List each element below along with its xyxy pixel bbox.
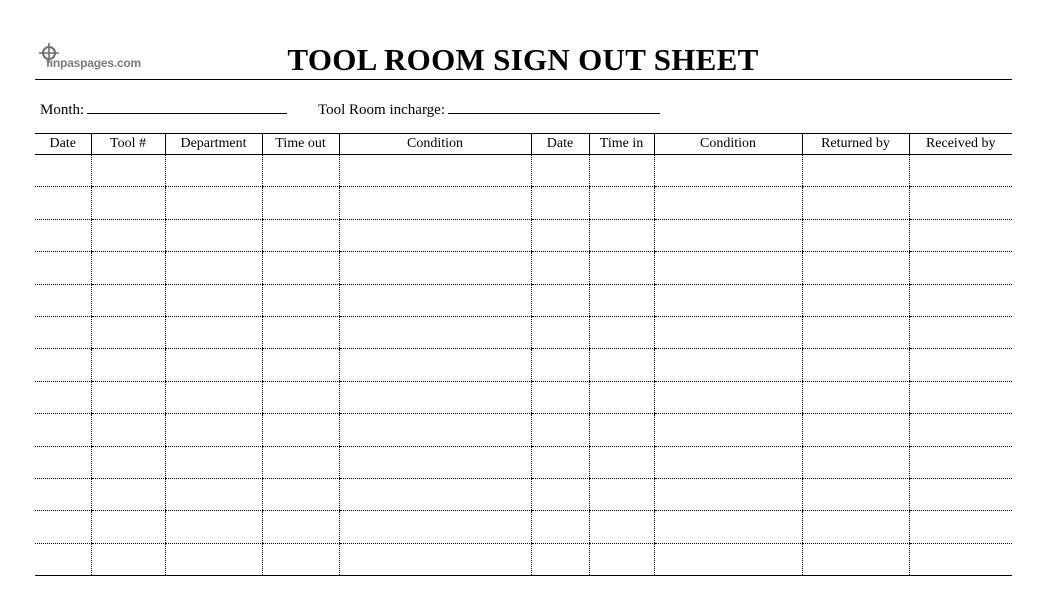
page-title: TOOL ROOM SIGN OUT SHEET <box>287 42 759 77</box>
table-cell[interactable] <box>35 349 91 381</box>
table-cell[interactable] <box>35 446 91 478</box>
table-cell[interactable] <box>35 511 91 543</box>
table-cell[interactable] <box>339 478 531 510</box>
table-cell[interactable] <box>339 381 531 413</box>
table-cell[interactable] <box>339 543 531 575</box>
table-cell[interactable] <box>802 446 909 478</box>
table-cell[interactable] <box>909 316 1012 348</box>
table-cell[interactable] <box>802 316 909 348</box>
table-cell[interactable] <box>339 349 531 381</box>
table-cell[interactable] <box>165 155 262 187</box>
table-body <box>35 155 1012 576</box>
table-cell[interactable] <box>165 219 262 251</box>
table-cell[interactable] <box>35 478 91 510</box>
table-cell[interactable] <box>909 446 1012 478</box>
title-divider <box>35 79 1012 80</box>
column-header-condition-out: Condition <box>339 134 531 155</box>
table-cell[interactable] <box>339 511 531 543</box>
table-cell[interactable] <box>35 155 91 187</box>
table-cell[interactable] <box>91 155 165 187</box>
table-cell[interactable] <box>531 381 589 413</box>
table-cell[interactable] <box>165 187 262 219</box>
table-cell[interactable] <box>531 511 589 543</box>
table-cell[interactable] <box>262 414 339 446</box>
table-cell[interactable] <box>339 446 531 478</box>
table-cell[interactable] <box>909 349 1012 381</box>
table-cell[interactable] <box>802 543 909 575</box>
month-blank-line[interactable] <box>87 99 287 114</box>
table-cell[interactable] <box>802 252 909 284</box>
table-cell[interactable] <box>589 511 654 543</box>
column-header-time-in: Time in <box>589 134 654 155</box>
table-cell[interactable] <box>165 381 262 413</box>
table-row <box>35 446 1012 478</box>
table-cell[interactable] <box>91 446 165 478</box>
table-cell[interactable] <box>589 381 654 413</box>
table-cell[interactable] <box>262 381 339 413</box>
table-cell[interactable] <box>339 252 531 284</box>
table-cell[interactable] <box>165 252 262 284</box>
column-header-date-in: Date <box>531 134 589 155</box>
table-cell[interactable] <box>91 349 165 381</box>
table-cell[interactable] <box>654 252 802 284</box>
table-cell[interactable] <box>654 187 802 219</box>
table-cell[interactable] <box>35 381 91 413</box>
table-cell[interactable] <box>654 381 802 413</box>
table-cell[interactable] <box>802 381 909 413</box>
table-cell[interactable] <box>909 284 1012 316</box>
table-cell[interactable] <box>531 478 589 510</box>
table-cell[interactable] <box>165 478 262 510</box>
table-cell[interactable] <box>802 511 909 543</box>
table-cell[interactable] <box>654 414 802 446</box>
table-cell[interactable] <box>35 543 91 575</box>
table-cell[interactable] <box>802 414 909 446</box>
table-cell[interactable] <box>91 284 165 316</box>
column-header-tool-number: Tool # <box>91 134 165 155</box>
table-cell[interactable] <box>339 284 531 316</box>
incharge-label: Tool Room incharge: <box>318 102 445 118</box>
table-cell[interactable] <box>654 543 802 575</box>
table-cell[interactable] <box>802 284 909 316</box>
table-cell[interactable] <box>589 316 654 348</box>
incharge-blank-line[interactable] <box>448 99 660 114</box>
sign-out-table <box>35 133 1012 576</box>
table-cell[interactable] <box>262 478 339 510</box>
header-row <box>35 134 1012 155</box>
table-row <box>35 543 1012 575</box>
table-cell[interactable] <box>589 252 654 284</box>
table-cell[interactable] <box>654 155 802 187</box>
table-cell[interactable] <box>531 219 589 251</box>
table-cell[interactable] <box>165 316 262 348</box>
column-header-date-out: Date <box>35 134 91 155</box>
table-cell[interactable] <box>802 478 909 510</box>
table-cell[interactable] <box>91 478 165 510</box>
table-cell[interactable] <box>91 219 165 251</box>
table-cell[interactable] <box>531 414 589 446</box>
table-cell[interactable] <box>262 252 339 284</box>
table-cell[interactable] <box>802 187 909 219</box>
column-header-department: Department <box>165 134 262 155</box>
column-header-returned-by: Returned by <box>802 134 909 155</box>
table-cell[interactable] <box>589 414 654 446</box>
table-cell[interactable] <box>802 155 909 187</box>
table-cell[interactable] <box>91 511 165 543</box>
table-cell[interactable] <box>654 511 802 543</box>
table-row <box>35 478 1012 510</box>
table-cell[interactable] <box>165 414 262 446</box>
table-cell[interactable] <box>589 155 654 187</box>
table-cell[interactable] <box>654 284 802 316</box>
incharge-field[interactable] <box>318 99 660 119</box>
table-cell[interactable] <box>909 381 1012 413</box>
table-cell[interactable] <box>531 446 589 478</box>
table-cell[interactable] <box>909 414 1012 446</box>
table-cell[interactable] <box>802 349 909 381</box>
table-cell[interactable] <box>262 187 339 219</box>
table-cell[interactable] <box>339 187 531 219</box>
table-row <box>35 219 1012 251</box>
table-row <box>35 349 1012 381</box>
table-cell[interactable] <box>531 349 589 381</box>
table-cell[interactable] <box>262 316 339 348</box>
table-cell[interactable] <box>531 284 589 316</box>
table-cell[interactable] <box>165 543 262 575</box>
table-cell[interactable] <box>589 446 654 478</box>
table-cell[interactable] <box>91 543 165 575</box>
table-cell[interactable] <box>91 414 165 446</box>
month-field[interactable] <box>40 99 287 119</box>
table-cell[interactable] <box>531 187 589 219</box>
table-cell[interactable] <box>262 219 339 251</box>
column-header-received-by: Received by <box>909 134 1012 155</box>
table-cell[interactable] <box>262 543 339 575</box>
logo-text: finpaspages.com <box>46 56 142 70</box>
table-cell[interactable] <box>35 219 91 251</box>
table-cell[interactable] <box>531 155 589 187</box>
table-cell[interactable] <box>35 252 91 284</box>
table-cell[interactable] <box>589 478 654 510</box>
column-header-time-out: Time out <box>262 134 339 155</box>
table-cell[interactable] <box>165 511 262 543</box>
table-cell[interactable] <box>262 446 339 478</box>
table-cell[interactable] <box>35 187 91 219</box>
table-cell[interactable] <box>909 252 1012 284</box>
table-cell[interactable] <box>91 316 165 348</box>
table-cell[interactable] <box>165 284 262 316</box>
table-cell[interactable] <box>262 284 339 316</box>
month-label: Month: <box>40 102 85 118</box>
table-cell[interactable] <box>339 155 531 187</box>
table-row <box>35 316 1012 348</box>
table-cell[interactable] <box>654 316 802 348</box>
table-row <box>35 284 1012 316</box>
table-cell[interactable] <box>909 511 1012 543</box>
table-cell[interactable] <box>589 349 654 381</box>
table-cell[interactable] <box>262 349 339 381</box>
table-cell[interactable] <box>654 446 802 478</box>
table-cell[interactable] <box>35 414 91 446</box>
table-row <box>35 414 1012 446</box>
table-cell[interactable] <box>165 349 262 381</box>
table-cell[interactable] <box>802 219 909 251</box>
table-cell[interactable] <box>262 511 339 543</box>
table-cell[interactable] <box>909 219 1012 251</box>
table-cell[interactable] <box>339 316 531 348</box>
table-row <box>35 381 1012 413</box>
table-cell[interactable] <box>339 219 531 251</box>
table-cell[interactable] <box>91 381 165 413</box>
table-row <box>35 252 1012 284</box>
table-row <box>35 187 1012 219</box>
table-cell[interactable] <box>91 187 165 219</box>
table-cell[interactable] <box>35 284 91 316</box>
table-cell[interactable] <box>909 187 1012 219</box>
table-cell[interactable] <box>262 155 339 187</box>
table-cell[interactable] <box>654 349 802 381</box>
table-cell[interactable] <box>531 316 589 348</box>
table-cell[interactable] <box>589 543 654 575</box>
table-cell[interactable] <box>531 252 589 284</box>
column-header-condition-in: Condition <box>654 134 802 155</box>
table-cell[interactable] <box>35 316 91 348</box>
table-cell[interactable] <box>589 219 654 251</box>
table-cell[interactable] <box>589 187 654 219</box>
table-row <box>35 155 1012 187</box>
table-cell[interactable] <box>91 252 165 284</box>
table-cell[interactable] <box>165 446 262 478</box>
table-cell[interactable] <box>909 543 1012 575</box>
table-cell[interactable] <box>654 219 802 251</box>
table-cell[interactable] <box>339 414 531 446</box>
table-cell[interactable] <box>909 478 1012 510</box>
table-cell[interactable] <box>531 543 589 575</box>
table-cell[interactable] <box>654 478 802 510</box>
table-cell[interactable] <box>589 284 654 316</box>
table-cell[interactable] <box>909 155 1012 187</box>
table-row <box>35 511 1012 543</box>
